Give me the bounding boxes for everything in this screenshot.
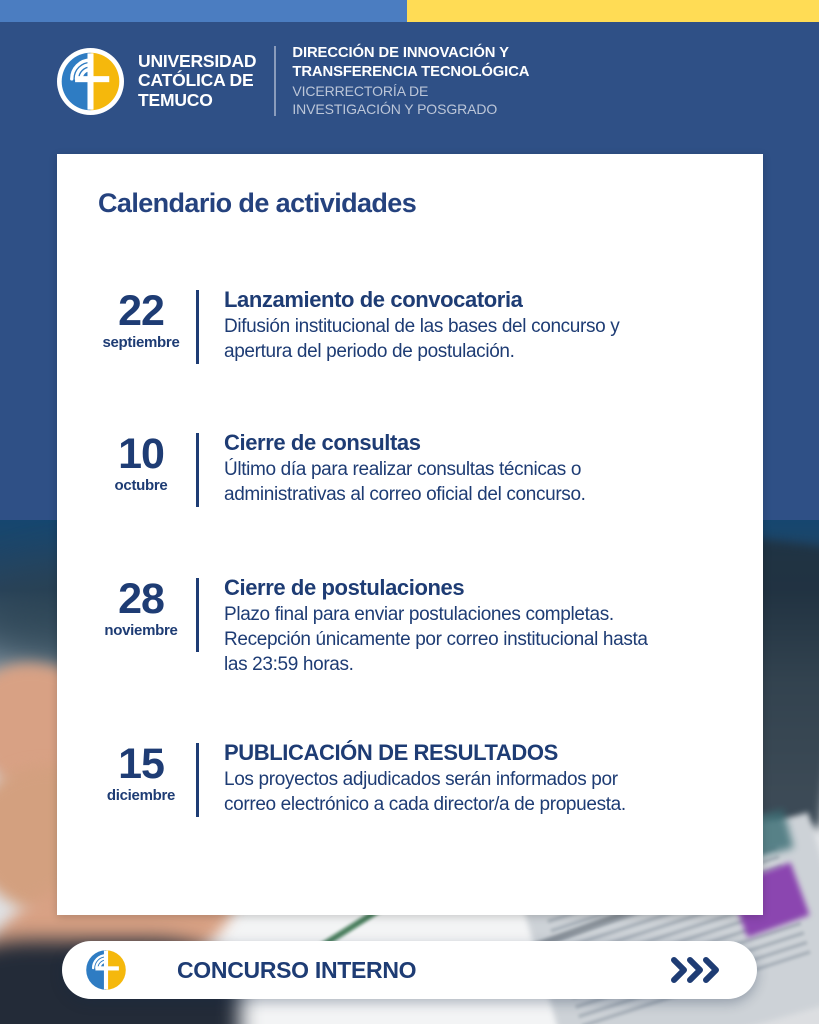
event-divider: [196, 743, 199, 817]
event-date: [88, 431, 194, 494]
event-text: [224, 576, 669, 677]
division-block: [292, 44, 529, 118]
triple-chevron-icon: [671, 957, 723, 983]
concurso-interno-label: CONCURSO INTERNO: [177, 956, 417, 983]
university-name-line: UNIVERSIDAD: [138, 50, 257, 71]
event-day: 15: [118, 740, 164, 788]
event-row-resultados: [88, 741, 669, 818]
concurso-interno-banner[interactable]: [62, 941, 757, 999]
university-logo-icon: [57, 48, 124, 115]
top-accent-strip: [0, 0, 819, 22]
event-row-postulaciones: [88, 576, 669, 677]
event-text: [224, 741, 669, 818]
event-divider: [196, 433, 199, 507]
division-name-line: TRANSFERENCIA TECNOLÓGICA: [292, 63, 530, 80]
event-text: [224, 431, 669, 508]
strip-yellow-segment: [407, 0, 819, 22]
event-day: 10: [118, 430, 164, 478]
university-name-line: TEMUCO: [138, 89, 213, 110]
university-name: [138, 52, 256, 111]
event-title: Lanzamiento de convocatoria: [224, 287, 523, 312]
event-divider: [196, 578, 199, 652]
vicerrectoria-line: VICERRECTORÍA DE: [292, 82, 429, 99]
event-day: 22: [118, 287, 164, 335]
event-description: Plazo final para enviar postulaciones completas. Recepción únicamente por correo institucional hasta las 23:59 horas.: [224, 604, 648, 675]
event-day: 28: [118, 575, 164, 623]
division-name-line: DIRECCIÓN DE INNOVACIÓN Y: [292, 45, 509, 61]
event-row-consultas: [88, 431, 669, 508]
event-date: [88, 741, 194, 804]
event-divider: [196, 290, 199, 364]
vicerrectoria-line: INVESTIGACIÓN Y POSGRADO: [292, 101, 498, 118]
event-description: Último día para realizar consultas técnicas o administrativas al correo oficial del concurso.: [224, 459, 586, 505]
event-date: [88, 576, 194, 639]
calendar-card: [57, 154, 763, 915]
event-date: [88, 288, 194, 351]
event-month: septiembre: [102, 334, 180, 352]
event-text: [224, 288, 669, 365]
event-row-lanzamiento: [88, 288, 669, 365]
page-title: Calendario de actividades: [98, 188, 417, 218]
event-month: octubre: [114, 477, 168, 495]
event-description: Los proyectos adjudicados serán informados por correo electrónico a cada director/a de propuesta.: [224, 769, 626, 815]
event-title: PUBLICACIÓN DE RESULTADOS: [224, 740, 558, 765]
event-month: noviembre: [104, 622, 178, 640]
event-title: Cierre de postulaciones: [224, 575, 465, 600]
event-description: Difusión institucional de las bases del concurso y apertura del periodo de postulación.: [224, 316, 620, 362]
event-month: diciembre: [106, 787, 176, 805]
university-name-line: CATÓLICA DE: [138, 70, 254, 91]
brand-divider: [274, 46, 276, 116]
strip-blue-segment: [0, 0, 407, 22]
university-logo-icon: [83, 947, 129, 993]
header-brand: [57, 44, 529, 118]
event-title: Cierre de consultas: [224, 430, 421, 455]
